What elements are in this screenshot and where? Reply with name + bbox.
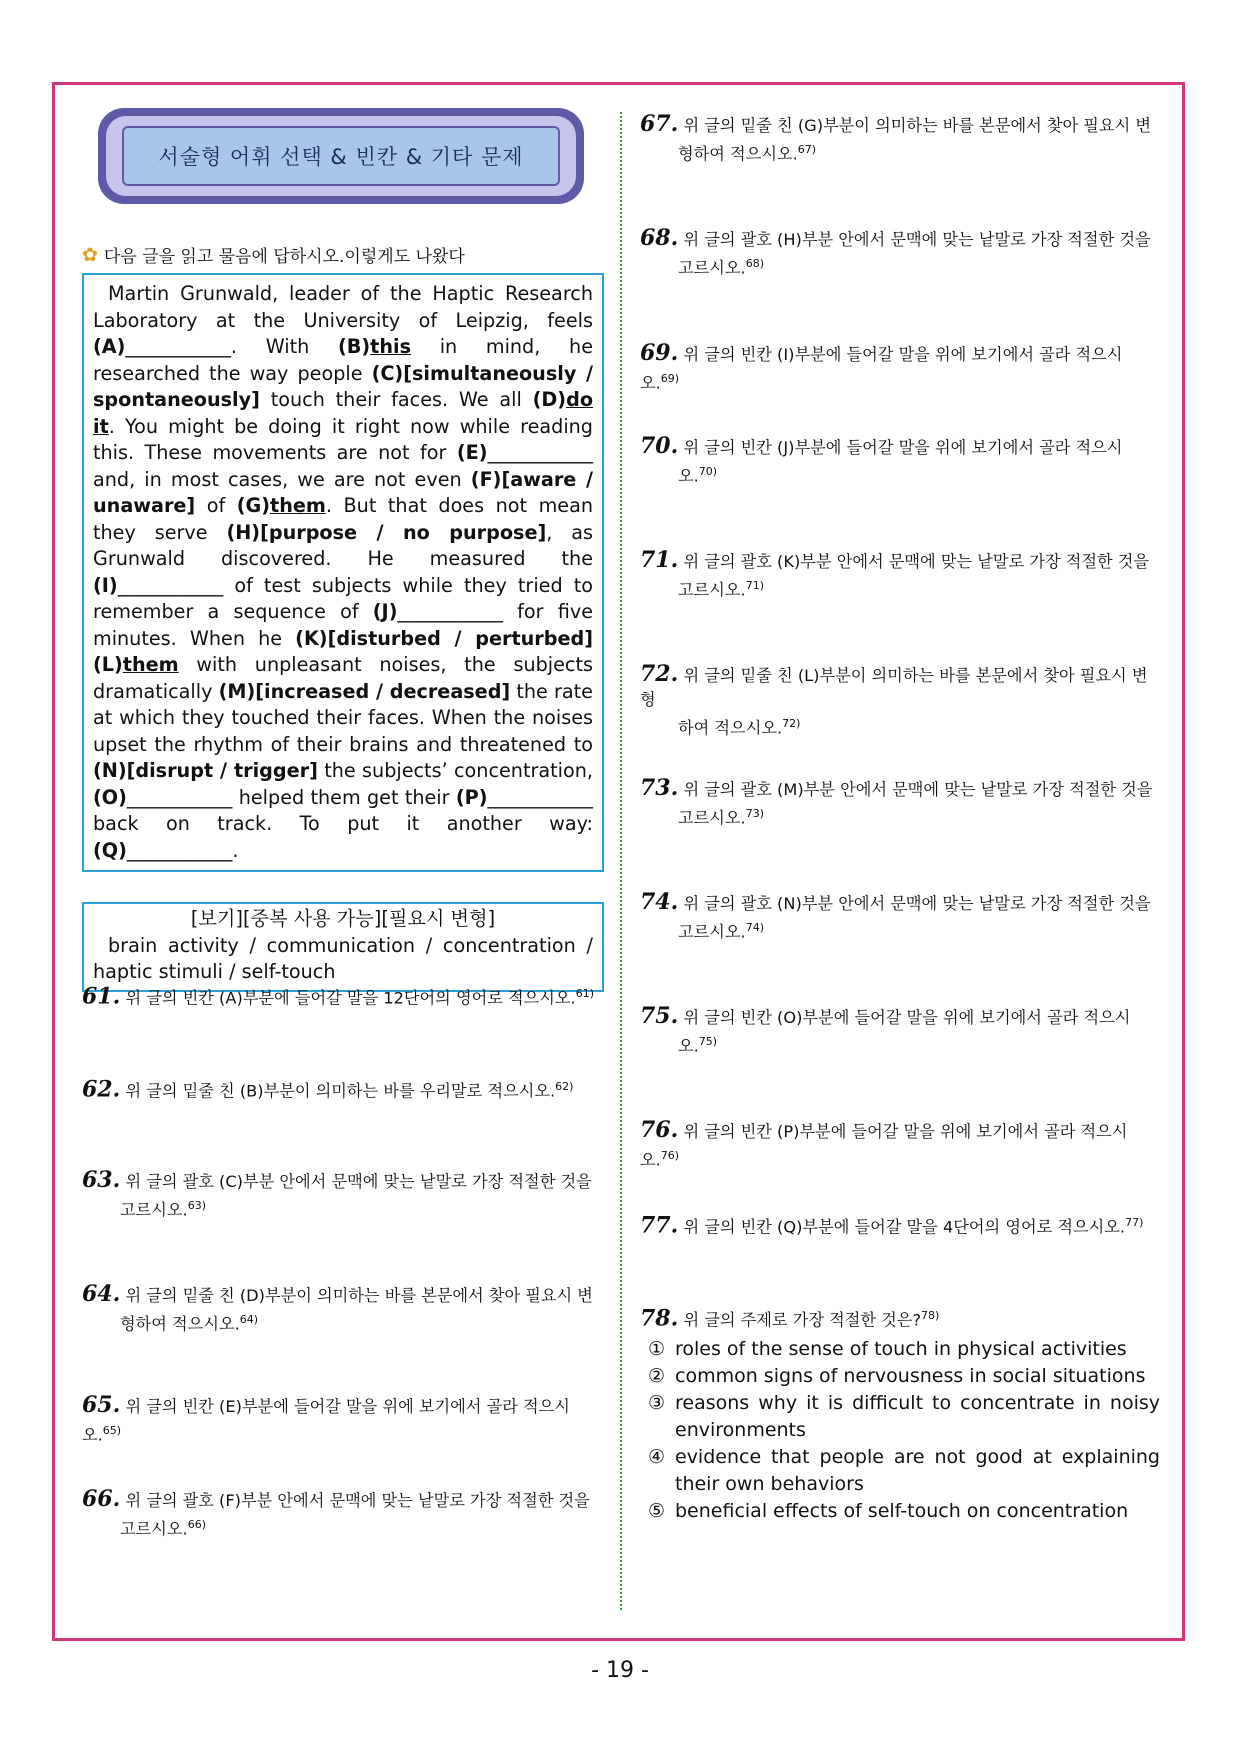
question-77: 77. 위 글의 빈칸 (Q)부분에 들어갈 말을 4단어의 영어로 적으시오.$^{77)}$	[640, 1212, 1144, 1239]
answer-choices	[648, 1336, 1160, 1525]
question-73: 73. 위 글의 괄호 (M)부분 안에서 문맥에 맞는 낱말로 가장 적절한 것을 고르시오.$^{73)}$	[640, 775, 1153, 828]
question-70: 70. 위 글의 빈칸 (J)부분에 들어갈 말을 위에 보기에서 골라 적으시 오.$^{70)}$	[640, 433, 1123, 486]
passage-text: Martin Grunwald, leader of the Haptic Research Laboratory at the University of Leipzig, feels (A)___________. With (B)this in mind, he researched the way people (C)[simultaneously / spontaneously] touch their faces. We all (D)do it. You might be doing it right now while reading this. These movements are not for (E)___________ and, in most cases, we are not even (F)[aware / unaware] of (G)them. But that does not mean they serve (H)[purpose / no purpose], as Grunwald discovered. He measured the (I)___________ of test subjects while they tried to remember a sequence of (J)___________ for five minutes. When he (K)[disturbed / perturbed] (L)them with unpleasant noises, the subjects dramatically (M)[increased / decreased] the rate at which they touched their faces. When the noises upset the rhythm of their brains and threatened to (N)[disrupt / trigger] the subjects’ concentration, (O)___________ helped them get their (P)___________ back on track. To put it another way: (Q)___________.	[93, 282, 594, 862]
question-71: 71. 위 글의 괄호 (K)부분 안에서 문맥에 맞는 낱말로 가장 적절한 것을 고르시오.$^{71)}$	[640, 547, 1150, 600]
question-76: 76. 위 글의 빈칸 (P)부분에 들어갈 말을 위에 보기에서 골라 적으시오.$^{76)}$	[640, 1117, 1128, 1170]
choice-4[interactable]: ④ evidence that people are not good at explaining their own behaviors	[648, 1446, 1160, 1495]
choice-5[interactable]: ⑤ beneficial effects of self-touch on concentration	[648, 1500, 1129, 1522]
instruction-text: 다음 글을 읽고 물음에 답하시오.이렇게도 나왔다	[103, 247, 465, 267]
question-67: 67. 위 글의 밑줄 친 (G)부분이 의미하는 바를 본문에서 찾아 필요시 변 형하여 적으시오.$^{67)}$	[640, 111, 1151, 164]
instruction	[82, 242, 604, 267]
question-69: 69. 위 글의 빈칸 (I)부분에 들어갈 말을 위에 보기에서 골라 적으시오.$^{69)}$	[640, 340, 1123, 393]
left-column	[82, 108, 604, 992]
column-divider	[620, 112, 622, 1610]
title-banner	[98, 108, 584, 204]
question-75: 75. 위 글의 빈칸 (O)부분에 들어갈 말을 위에 보기에서 골라 적으시 오.$^{75)}$	[640, 1003, 1131, 1056]
question-78: 78. 위 글의 주제로 가장 적절한 것은?$^{78)}$	[640, 1305, 940, 1332]
choice-3[interactable]: ③ reasons why it is difficult to concentrate in noisy environments	[648, 1392, 1160, 1441]
question-61: 61. 위 글의 빈칸 (A)부분에 들어갈 말을 12단어의 영어로 적으시오.$^{61)}$	[82, 983, 594, 1010]
question-64: 64. 위 글의 밑줄 친 (D)부분이 의미하는 바를 본문에서 찾아 필요시 변 형하여 적으시오.$^{64)}$	[82, 1281, 593, 1334]
flower-icon: ✿	[82, 243, 98, 266]
question-72: 72. 위 글의 밑줄 친 (L)부분이 의미하는 바를 본문에서 찾아 필요시 변형 하여 적으시오.$^{72)}$	[640, 661, 1148, 738]
choice-2[interactable]: ② common signs of nervousness in social situations	[648, 1365, 1146, 1387]
choice-1[interactable]: ① roles of the sense of touch in physical activities	[648, 1338, 1127, 1360]
question-68: 68. 위 글의 괄호 (H)부분 안에서 문맥에 맞는 낱말로 가장 적절한 것을 고르시오.$^{68)}$	[640, 225, 1151, 278]
word-bank-box	[82, 902, 604, 992]
question-63: 63. 위 글의 괄호 (C)부분 안에서 문맥에 맞는 낱말로 가장 적절한 것을 고르시오.$^{63)}$	[82, 1167, 592, 1220]
question-74: 74. 위 글의 괄호 (N)부분 안에서 문맥에 맞는 낱말로 가장 적절한 것을 고르시오.$^{74)}$	[640, 889, 1151, 942]
passage-box	[82, 273, 604, 872]
word-bank-header: [보기][중복 사용 가능][필요시 변형]	[190, 907, 496, 930]
word-bank-words: brain activity / communication / concentration / haptic stimuli / self-touch	[93, 933, 593, 983]
question-65: 65. 위 글의 빈칸 (E)부분에 들어갈 말을 위에 보기에서 골라 적으시오.$^{65)}$	[82, 1392, 570, 1445]
page-number: - 19 -	[591, 1658, 649, 1683]
section-title: 서술형 어휘 선택 & 빈칸 & 기타 문제	[122, 126, 560, 186]
question-66: 66. 위 글의 괄호 (F)부분 안에서 문맥에 맞는 낱말로 가장 적절한 것을 고르시오.$^{66)}$	[82, 1486, 590, 1539]
question-62: 62. 위 글의 밑줄 친 (B)부분이 의미하는 바를 우리말로 적으시오.$^{62)}$	[82, 1076, 574, 1103]
